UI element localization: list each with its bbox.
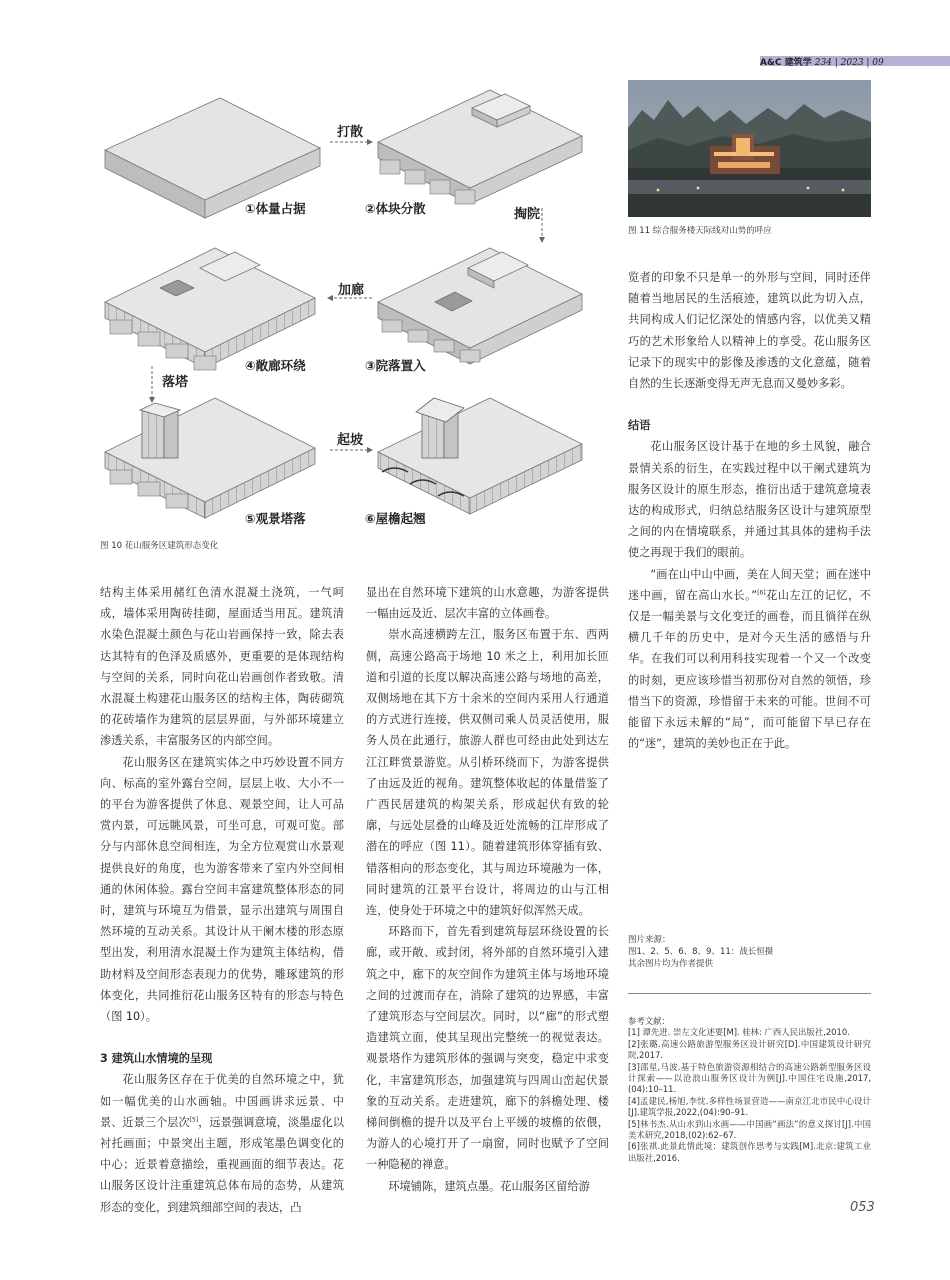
step1-label: ①体量占据	[245, 201, 306, 216]
reference-item: [5]林书杰.从山水到山水画——中国画“画法”的意义探讨[J].中国美术研究,2018,(02):62–67.	[628, 1118, 871, 1141]
step2-label: ②体块分散	[365, 201, 426, 216]
step3-courtyard	[378, 248, 582, 364]
divider	[628, 993, 871, 994]
col1-paragraph-3: 花山服务区存在于优美的自然环境之中，犹如一幅优美的山水画轴。中国画讲求远景、中景、近景三个层次[5]，远景强调意境，淡墨虚化以衬托画面；中景突出主题，形成笔墨色调变化的中心；近景着意描绘，重视画面的细节表达。花山服务区设计注重建筑总体布局的态势，从建筑形态的变化，到建筑细部空间的表达，凸	[100, 1073, 344, 1214]
col2-paragraph-3: 环路而下，首先看到建筑每层环绕设置的长廊，或开敞、或封闭，将外部的自然环境引入建筑之中，廊下的灰空间作为建筑主体与场地环境之间的过渡而存在，消除了建筑的边界感，丰富了建筑形态与空间层次。同时，以“廊”的形式塑造建筑立面，使其呈现出完整统一的视觉表达。观景塔作为建筑形体的强调与突变，稳定中求变化，丰富建筑形态，加强建筑与四周山峦起伏景象的互动关系。走进建筑，廊下的斜檐处理、楼梯间倒檐的提升以及平台上平缓的坡檐的依偎，为游人的心境打开了一扇窗，同时也赋予了空间一种隐秘的禅意。	[366, 925, 609, 1172]
image-credits	[628, 934, 773, 970]
page-number: 053	[850, 1200, 875, 1215]
credits-line-2: 其余图片均为作者提供	[628, 959, 714, 969]
reference-item: [4]孟建民,杨旭,李忱.多样性场景营造——南京江北市民中心设计[J].建筑学报,2022,(04):90–91.	[628, 1095, 871, 1118]
text-column-3	[628, 267, 871, 754]
step4-corridor	[105, 248, 315, 370]
text-column-1	[100, 582, 344, 1218]
col2-paragraph-4: 环境铺陈，建筑点墨。花山服务区留给游	[388, 1179, 590, 1193]
col1-paragraph-2: 花山服务区在建筑实体之中巧妙设置不同方向、标高的室外露台空间，层层上收、大小不一的平台为游客提供了休息、观景空间，让人可品赏内景，可远眺风景，可坐可息，可观可览。部分与内部休息空间相连，为全方位观赏山水景观提供良好的角度，也为游客带来了室内外空间相通的休闲体验。露台空间丰富建筑整体形态的同时，建筑与环境互为借景，显示出建筑与周围自然环境的互动关系。其设计从干阑木楼的形态原型出发，利用清水混凝土作为建筑主体结构，借助材料及空间形态表现力的优势，雕琢建筑的形体变化，共同推衍花山服务区特有的形态与特色（图 10）。	[100, 755, 344, 1024]
action-corridor-label: 加廊	[338, 283, 365, 298]
figure-10-diagram	[100, 80, 590, 530]
credits-line-1: 图1、2、5、6、8、9、11：战长恒摄	[628, 947, 774, 957]
step5-tower	[105, 398, 315, 518]
figure-11-photo	[628, 80, 871, 217]
col2-paragraph-2: 崇水高速横跨左江，服务区布置于东、西两侧，高速公路高于场地 10 米之上，利用加长匝道和引道的长度以解决高速公路与场地的高差，双侧场地在其下方十余米的空间内采用人行通道的方式进行连接，供双侧司乘人员灵活使用，服务人员在此通行，旅游人群也可经由此处到达左江江畔赏景游览。从引桥环绕而下，为游客提供了由远及近的视角。建筑整体收起的体量借鉴了广西民居建筑的构架关系，形成起伏有致的轮廓，与远处层叠的山峰及近处流畅的江岸形成了潜在的呼应（图 11）。随着建筑形体穿插有致、错落相向的形态变化，其与周边环境融为一体，同时建筑的江景平台设计，将周边的山与江相连，使身处于环境之中的建筑好似浑然天成。	[366, 628, 609, 918]
reference-item: [6]张祺.此景此情此境：建筑创作思考与实践[M].北京:建筑工业出版社,2016.	[628, 1141, 871, 1163]
figure-11-caption: 图 11 综合服务楼天际线对山势的呼应	[628, 226, 772, 236]
action-courtyard-label: 掏院	[514, 207, 541, 222]
col3-paragraph-2: 花山服务区设计基于在地的乡土风貌，融合景情关系的衍生，在实践过程中以干阑式建筑为服务区设计的原生形态，推衍出适于建筑意境表达的构成形式，归纳总结服务区设计与建筑原型之间的内在情境联系，并通过其具体的建构手法使之再现于我们的眼前。	[628, 440, 871, 560]
credits-title: 图片来源：	[628, 935, 671, 945]
step1-volume	[105, 98, 320, 218]
journal-name: 建筑学	[784, 58, 812, 68]
step6-eaves	[378, 398, 582, 514]
text-column-2	[366, 582, 609, 1197]
step4-label: ④敞廊环绕	[245, 358, 306, 373]
section-heading-conclusion: 结语	[628, 419, 651, 433]
action-eaves-label: 起坡	[337, 433, 364, 448]
journal-issue: 234 | 2023 | 09	[814, 58, 884, 68]
citation-5: [5]	[189, 1116, 199, 1124]
action-split-label: 打散	[337, 125, 364, 140]
step6-label: ⑥屋檐起翘	[365, 511, 426, 526]
citation-6: [6]	[757, 589, 766, 597]
journal-brand: A&C	[760, 58, 782, 68]
col1-paragraph-1: 结构主体采用赭红色清水混凝土浇筑，一气呵成，墙体采用陶砖挂砌，屋面适当用瓦。建筑清水染色混凝土颜色与花山岩画保持一致，除去表达其特有的色泽及质感外，更重要的是体现结构与空间的关系，同时向花山岩画创作者致敬。清水混凝土构建花山服务区的结构主体，陶砖砌筑的花砖墙作为建筑的层层界面，与外部环境建立渗透关系，丰富服务区的内部空间。	[100, 586, 344, 748]
action-tower-label: 落塔	[162, 375, 189, 390]
step5-label: ⑤观景塔落	[245, 511, 306, 526]
journal-header	[760, 55, 884, 68]
reference-item: [1] 谭先进. 崇左文化述要[M]. 桂林: 广西人民出版社,2010.	[628, 1027, 850, 1038]
step3-label: ③院落置入	[365, 358, 426, 373]
reference-item: [2]张璐.高速公路旅游型服务区设计研究[D].中国建筑设计研究院,2017.	[628, 1038, 871, 1061]
references-title: 参考文献：	[628, 1016, 670, 1026]
step2-split	[378, 90, 582, 204]
section-heading-3: 3 建筑山水情境的呈现	[100, 1052, 213, 1066]
col2-paragraph-1: 显出在自然环境下建筑的山水意趣，为游客提供一幅由远及近、层次丰富的立体画卷。	[366, 586, 609, 621]
reference-item: [3]邵星,马波.基于特色旅游资源相结合的高速公路新型服务区设计探索——以沧浪山服务区设计为例[J].中国住宅设施,2017,(04):10–11.	[628, 1061, 871, 1095]
col3-paragraph-3: “画在山中山中画，美在人间天堂；画在迷中迷中画，留在高山水长。”[6]花山左江的记忆，不仅是一幅美景与文化变迁的画卷，而且徜徉在纵横几千年的历史中，是对今天生活的感悟与升华。在我们可以利用科技实现着一个又一个改变的时刻，更应该珍惜当初那份对自然的领悟，珍惜当下的资源，珍惜留于未来的可能。世间不可能留下永远未解的“局”，而可能留下早已存在的“迷”，建筑的美妙也正在于此。	[628, 567, 871, 751]
figure-10-caption: 图 10 花山服务区建筑形态变化	[100, 541, 219, 551]
col3-paragraph-1: 览者的印象不只是单一的外形与空间，同时还伴随着当地居民的生活痕迹，建筑以此为切入点，共同构成人们记忆深处的情感内容，以优美又精巧的艺术形象给人以精神上的享受。花山服务区记录下的现实中的影像及渗透的文化意蕴，随着自然的生长逐渐变得无声无息而又曼妙多彩。	[628, 271, 871, 391]
references	[628, 1016, 871, 1164]
